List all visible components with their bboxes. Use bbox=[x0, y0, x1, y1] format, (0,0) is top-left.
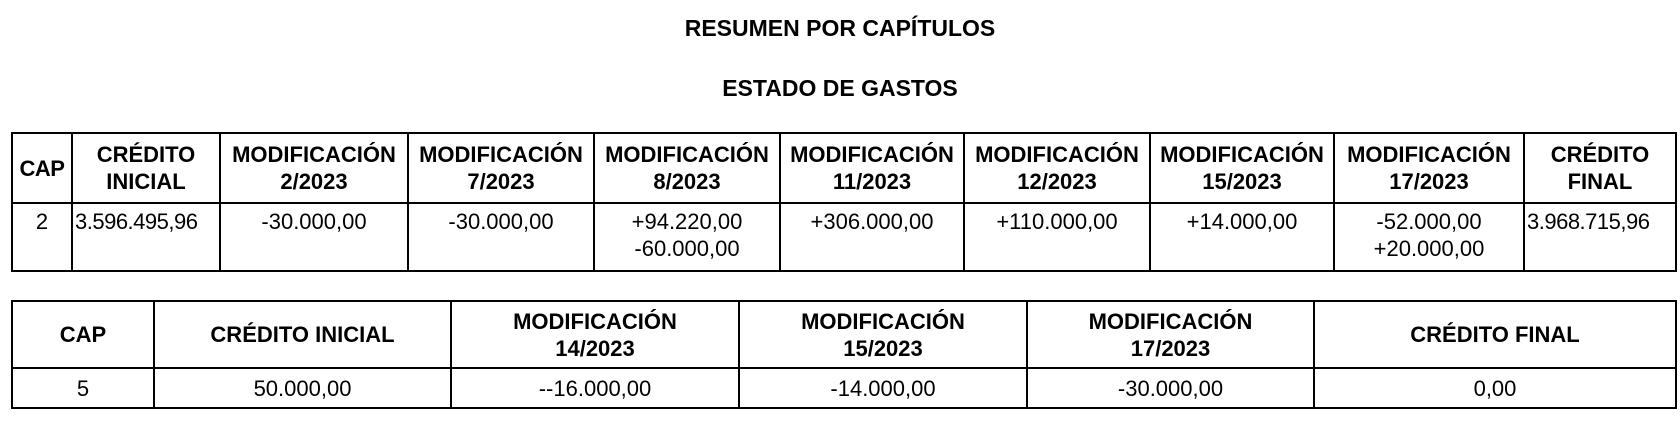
header-cap: CAP bbox=[12, 133, 72, 203]
cell-modificacion-8-2023: +94.220,00 -60.000,00 bbox=[594, 203, 780, 271]
header-modificacion-17-2023: MODIFICACIÓN 17/2023 bbox=[1027, 301, 1314, 368]
cell-cap: 5 bbox=[12, 368, 154, 408]
cell-modificacion-17-2023: -52.000,00 +20.000,00 bbox=[1334, 203, 1524, 271]
header-credito-final: CRÉDITO FINAL bbox=[1314, 301, 1676, 368]
cell-credito-inicial: 50.000,00 bbox=[154, 368, 451, 408]
chapter-table-2 bbox=[11, 300, 1677, 409]
cell-modificacion-7-2023: -30.000,00 bbox=[408, 203, 594, 271]
cell-credito-final: 3.968.715,96 bbox=[1524, 203, 1676, 271]
cell-credito-inicial: 3.596.495,96 bbox=[72, 203, 220, 271]
header-modificacion-15-2023: MODIFICACIÓN 15/2023 bbox=[1150, 133, 1334, 203]
header-modificacion-14-2023: MODIFICACIÓN 14/2023 bbox=[451, 301, 739, 368]
header-modificacion-11-2023: MODIFICACIÓN 11/2023 bbox=[780, 133, 964, 203]
header-modificacion-7-2023: MODIFICACIÓN 7/2023 bbox=[408, 133, 594, 203]
chapter-table-1 bbox=[11, 132, 1677, 272]
cell-credito-final: 0,00 bbox=[1314, 368, 1676, 408]
header-cap: CAP bbox=[12, 301, 154, 368]
header-modificacion-8-2023: MODIFICACIÓN 8/2023 bbox=[594, 133, 780, 203]
cell-modificacion-2-2023: -30.000,00 bbox=[220, 203, 408, 271]
cell-modificacion-15-2023: -14.000,00 bbox=[739, 368, 1027, 408]
header-modificacion-17-2023: MODIFICACIÓN 17/2023 bbox=[1334, 133, 1524, 203]
cell-modificacion-11-2023: +306.000,00 bbox=[780, 203, 964, 271]
cell-modificacion-17-2023: -30.000,00 bbox=[1027, 368, 1314, 408]
table-header-row bbox=[12, 133, 1676, 203]
table-header-row bbox=[12, 301, 1676, 368]
page-title: RESUMEN POR CAPÍTULOS bbox=[684, 15, 996, 41]
header-modificacion-2-2023: MODIFICACIÓN 2/2023 bbox=[220, 133, 408, 203]
table-row bbox=[12, 368, 1676, 408]
cell-modificacion-15-2023: +14.000,00 bbox=[1150, 203, 1334, 271]
table-row bbox=[12, 203, 1676, 271]
page-subtitle: ESTADO DE GASTOS bbox=[722, 75, 958, 101]
header-credito-inicial: CRÉDITO INICIAL bbox=[72, 133, 220, 203]
header-credito-final: CRÉDITO FINAL bbox=[1524, 133, 1676, 203]
header-modificacion-15-2023: MODIFICACIÓN 15/2023 bbox=[739, 301, 1027, 368]
cell-cap: 2 bbox=[12, 203, 72, 271]
header-modificacion-12-2023: MODIFICACIÓN 12/2023 bbox=[964, 133, 1150, 203]
cell-modificacion-14-2023: --16.000,00 bbox=[451, 368, 739, 408]
cell-modificacion-12-2023: +110.000,00 bbox=[964, 203, 1150, 271]
header-credito-inicial: CRÉDITO INICIAL bbox=[154, 301, 451, 368]
